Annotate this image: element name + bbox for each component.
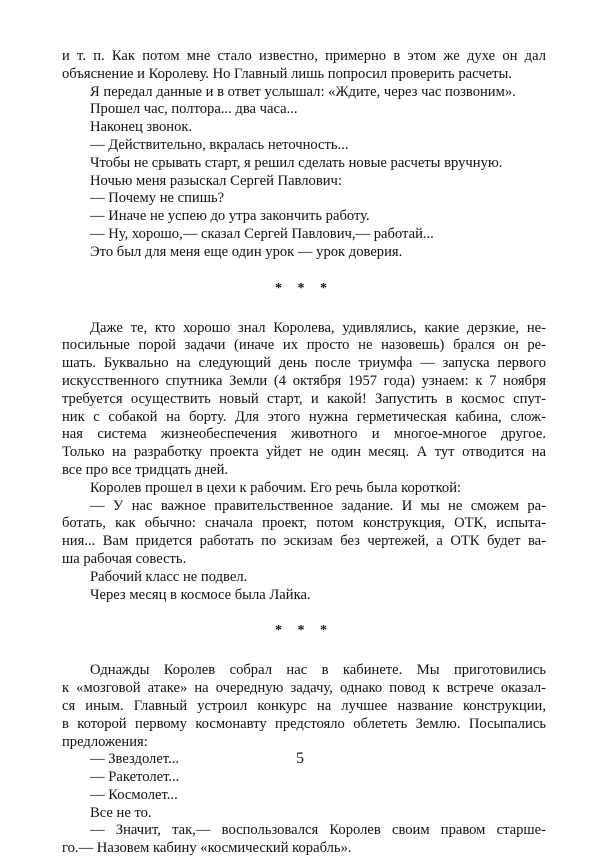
text-block-2 <box>62 320 546 605</box>
text-line: Через месяц в космосе была Лайка. <box>90 586 311 603</box>
text-line: все про все тридцать дней. <box>62 461 229 478</box>
text-line: — Звездолет... <box>90 751 180 768</box>
text-line: Только на разработку проекта уйдет не один месяц. А тут отводится на <box>62 444 546 461</box>
page-number: 5 <box>296 750 304 767</box>
text-line: посильные порой задачи (иначе их просто не назовешь) брался он ре- <box>62 337 546 354</box>
section-separator-1: * * * <box>275 280 333 296</box>
section-separator-2: * * * <box>275 623 333 639</box>
text-line: — Иначе не успею до утра закончить работу. <box>90 208 370 225</box>
text-line: ся иным. Главный устроил конкурс на лучшее название конструкции, <box>62 697 546 714</box>
text-line: ботать, как обычно: сначала проект, потом конструкция, ОТК, испыта- <box>62 515 546 532</box>
text-block-1 <box>62 48 546 262</box>
text-line: и т. п. Как потом мне стало известно, примерно в этом же духе он дал <box>62 48 546 64</box>
text-line: — Ракетолет... <box>90 769 180 786</box>
text-line: искусственного спутника Земли (4 октября 1957 года) узнаем: к 7 ноября <box>62 372 546 389</box>
text-line: шать. Буквально на следующий день после триумфа — запуска первого <box>62 355 546 372</box>
text-line: ша рабочая совесть. <box>62 550 187 567</box>
text-line: го.— Назовем кабину «космический корабль». <box>62 840 352 857</box>
text-line: — Значит, так,— воспользовался Королев своим правом старше- <box>90 822 546 839</box>
page-body <box>62 48 546 858</box>
text-line: — Действительно, вкралась неточность... <box>90 136 349 153</box>
text-line: — Почему не спишь? <box>90 190 225 207</box>
text-line: — Космолет... <box>90 786 178 803</box>
text-line: Прошел час, полтора... два часа... <box>90 101 298 118</box>
text-line: к «мозговой атаке» на очередную задачу, однако повод к встрече оказал- <box>62 680 546 697</box>
text-line: Королев прошел в цехи к рабочим. Его речь была короткой: <box>90 479 462 496</box>
text-line: ник с собакой на борту. Для этого нужна герметическая кабина, слож- <box>62 408 546 425</box>
text-line: Это был для меня еще один урок — урок доверия. <box>90 243 403 260</box>
text-line: Я передал данные и в ответ услышал: «Ждите, через час позвоним». <box>90 83 516 100</box>
text-line: Наконец звонок. <box>90 119 193 136</box>
text-line: — Ну, хорошо,— сказал Сергей Павлович,— работай... <box>90 225 434 242</box>
text-line: Чтобы не срывать старт, я решил сделать новые расчеты вручную. <box>90 154 503 171</box>
text-line: ная система жизнеобеспечения животного и многое-многое другое. <box>62 426 546 443</box>
text-line: — У нас важное правительственное задание. И мы не сможем ра- <box>90 497 546 514</box>
text-line: Даже те, кто хорошо знал Королева, удивлялись, какие дерзкие, не- <box>90 319 546 336</box>
text-line: предложения: <box>62 733 148 750</box>
text-line: Ночью меня разыскал Сергей Павлович: <box>90 172 342 189</box>
text-line: Однажды Королев собрал нас в кабинете. Мы приготовились <box>90 662 546 679</box>
text-line: Все не то. <box>90 804 152 821</box>
text-line: ния... Вам придется работать по эскизам без чертежей, а ОТК будет ва- <box>62 533 546 550</box>
text-line: объяснение и Королеву. Но Главный лишь попросил проверить расчеты. <box>62 65 512 82</box>
text-line: требуется осуществить новый старт, и какой! Запустить в космос спут- <box>62 390 546 407</box>
text-line: в которой первому космонавту предстояло облететь Землю. Посыпались <box>62 715 546 732</box>
text-line: Рабочий класс не подвел. <box>90 568 248 585</box>
